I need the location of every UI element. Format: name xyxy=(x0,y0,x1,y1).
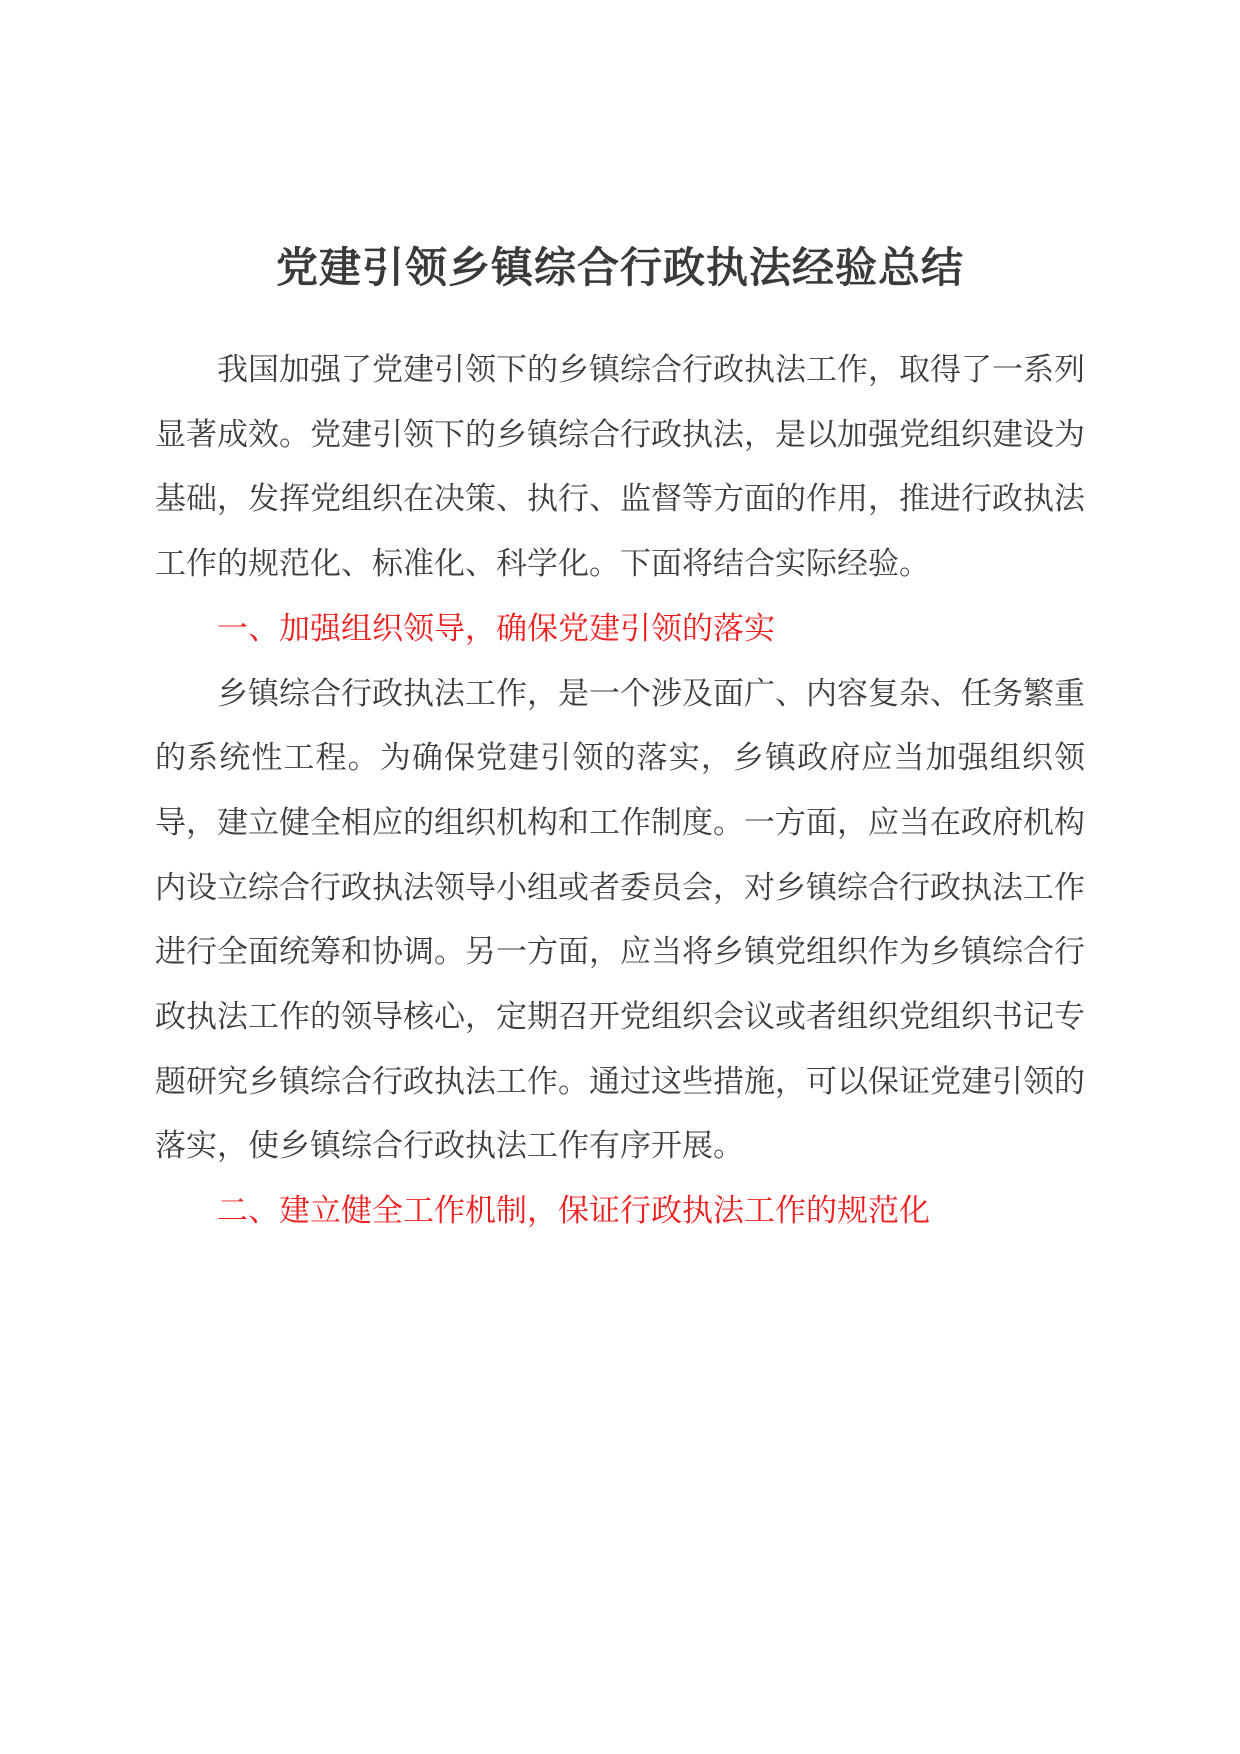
section-heading-2: 二、建立健全工作机制，保证行政执法工作的规范化 xyxy=(217,1193,930,1230)
document-title: 党建引领乡镇综合行政执法经验总结 xyxy=(275,243,964,292)
document-body xyxy=(155,338,1085,1244)
paragraph-section-1: 乡镇综合行政执法工作，是一个涉及面广、内容复杂、任务繁重的系统性工程。为确保党建引领的落实，乡镇政府应当加强组织领导，建立健全相应的组织机构和工作制度。一方面，应当在政府机构内设立综合行政执法领导小组或者委员会，对乡镇综合行政执法工作进行全面统筹和协调。另一方面，应当将乡镇党组织作为乡镇综合行政执法工作的领导核心，定期召开党组织会议或者组织党组织书记专题研究乡镇综合行政执法工作。通过这些措施，可以保证党建引领的落实，使乡镇综合行政执法工作有序开展。 xyxy=(155,675,1085,1165)
section-heading-1: 一、加强组织领导，确保党建引领的落实 xyxy=(217,610,775,647)
paragraph-intro: 我国加强了党建引领下的乡镇综合行政执法工作，取得了一系列显著成效。党建引领下的乡镇综合行政执法，是以加强党组织建设为基础，发挥党组织在决策、执行、监督等方面的作用，推进行政执法工作的规范化、标准化、科学化。下面将结合实际经验。 xyxy=(155,352,1085,583)
